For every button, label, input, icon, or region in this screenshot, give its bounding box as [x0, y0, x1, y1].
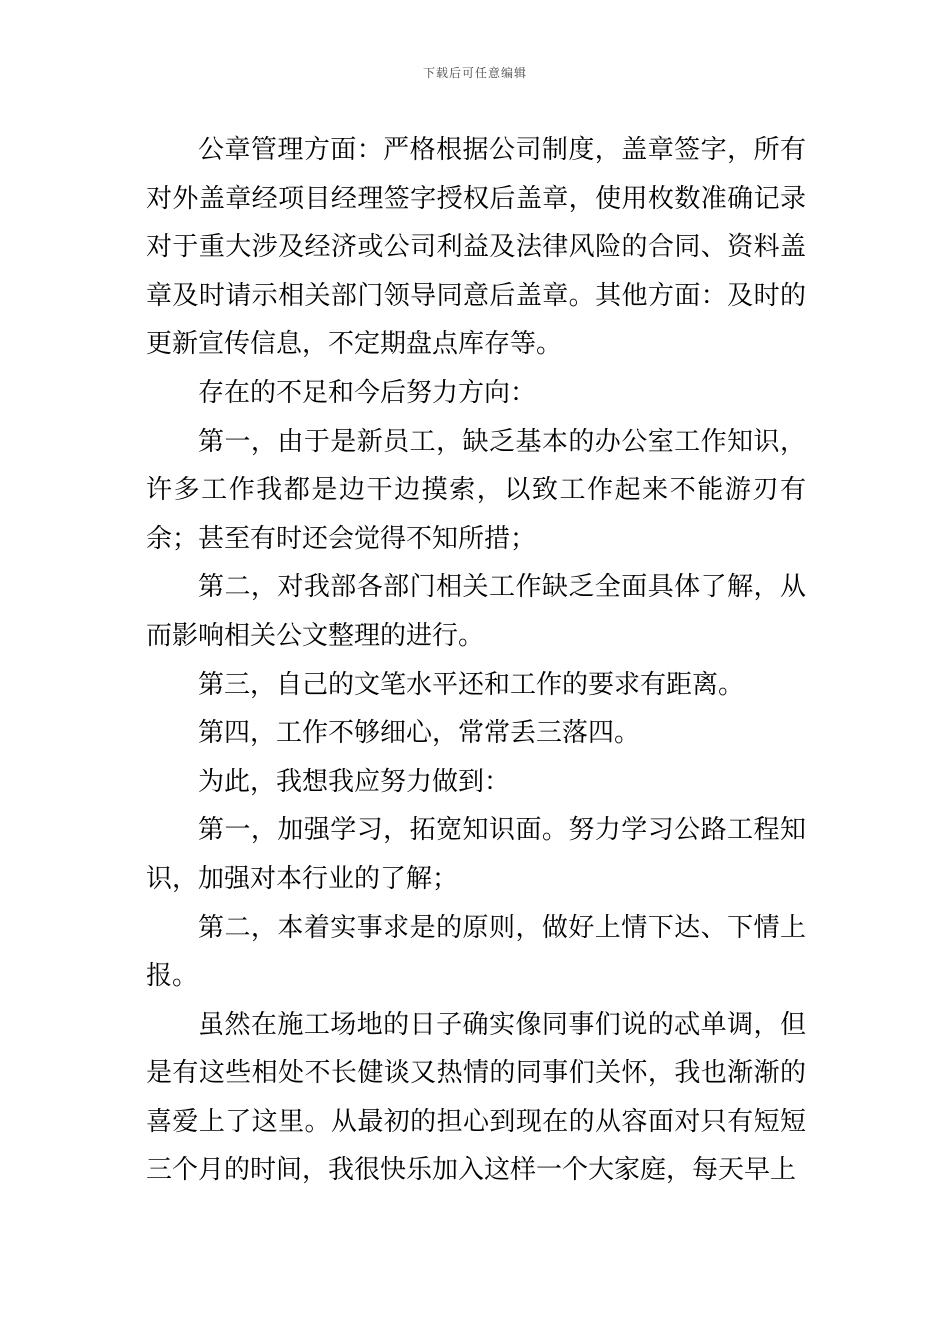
- paragraph-shortcomings-heading: 存在的不足和今后努力方向：: [198, 377, 537, 408]
- paragraph-improvement-heading: 为此，我想我应努力做到：: [198, 766, 511, 797]
- document-body: [146, 126, 806, 1195]
- page-header: 下载后可任意编辑: [422, 66, 527, 80]
- paragraph-closing: 虽然在施工场地的日子确实像同事们说的忒单调，但是有这些相处不长健谈又热情的同事们关怀，我也渐渐的喜爱上了这里。从最初的担心到现在的从容面对只有短短三个月的时间，我很快乐加入这样一个大家庭，每天早上: [146, 1009, 806, 1186]
- paragraph-seal-management: 公章管理方面：严格根据公司制度，盖章签字，所有对外盖章经项目经理签字授权后盖章，使用枚数准确记录对于重大涉及经济或公司利益及法律风险的合同、资料盖章及时请示相关部门领导同意后盖章。其他方面：及时的更新宣传信息，不定期盘点库存等。: [146, 135, 806, 360]
- paragraph-shortcoming-1: 第一，由于是新员工，缺乏基本的办公室工作知识，许多工作我都是边干边摸索，以致工作起来不能游刃有余；甚至有时还会觉得不知所措；: [146, 426, 806, 554]
- paragraph-shortcoming-2: 第二，对我部各部门相关工作缺乏全面具体了解，从而影响相关公文整理的进行。: [146, 572, 806, 651]
- paragraph-improvement-1: 第一，加强学习，拓宽知识面。努力学习公路工程知识，加强对本行业的了解；: [146, 815, 806, 894]
- paragraph-improvement-2: 第二，本着实事求是的原则，做好上情下达、下情上报。: [146, 912, 806, 992]
- paragraph-shortcoming-3: 第三，自己的文笔水平还和工作的要求有距离。: [198, 669, 745, 700]
- paragraph-shortcoming-4: 第四，工作不够细心，常常丢三落四。: [198, 718, 641, 749]
